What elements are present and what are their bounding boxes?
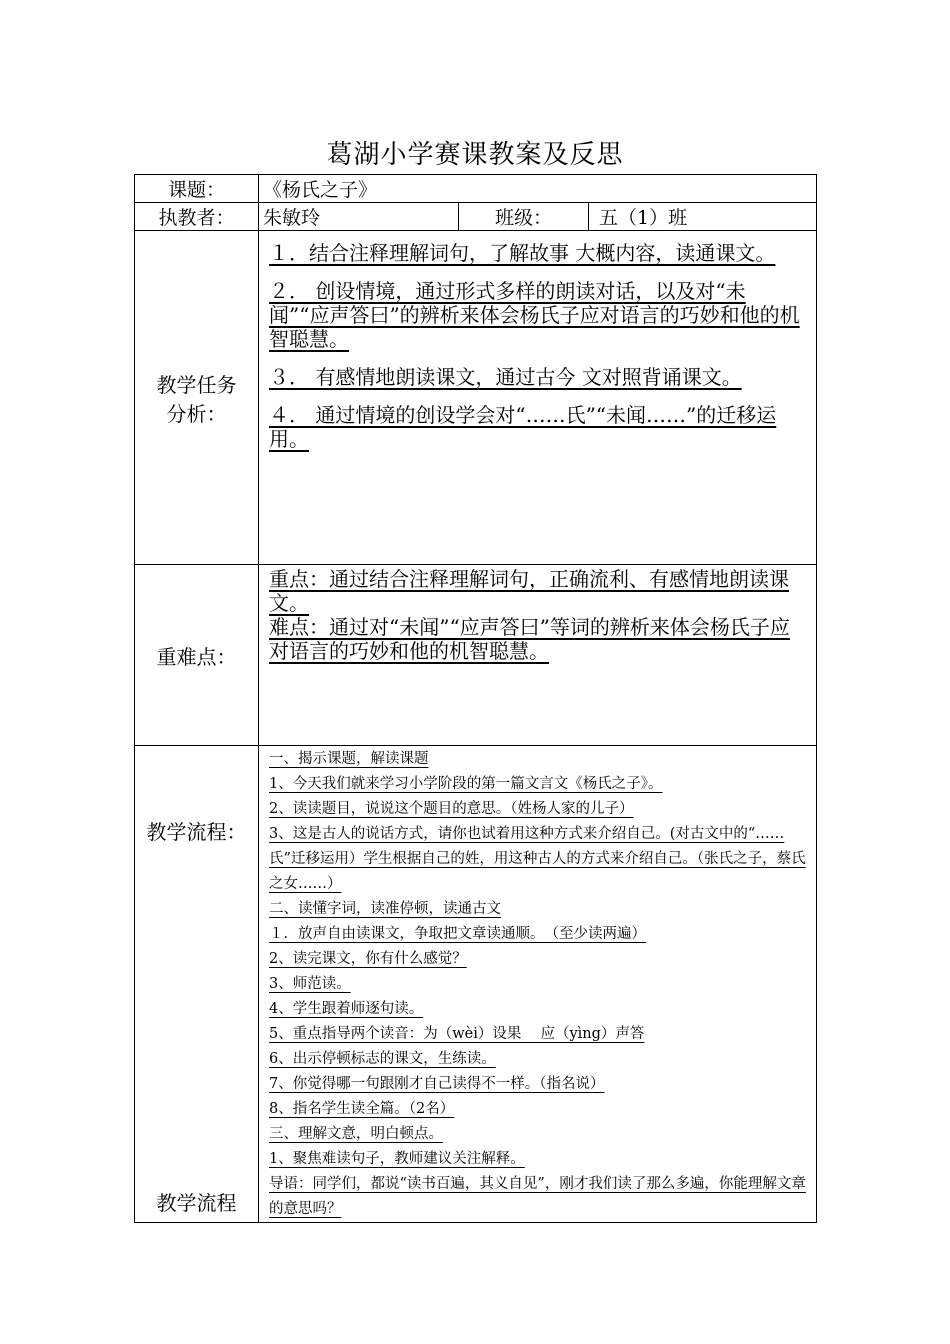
flow-item: 7、你觉得哪一句跟刚才自己读得不一样。（指名说） <box>269 1076 605 1092</box>
flow-label <box>135 746 259 1223</box>
flow-item: 4、学生跟着师逐句读。 <box>269 1001 424 1017</box>
keypoints-label: 重难点： <box>135 565 259 746</box>
keypoint-item: 重点：通过结合注释理解词句，正确流利、有感情地朗读课文。 <box>269 567 789 615</box>
teacher-row <box>135 203 817 231</box>
tasks-content <box>259 231 817 565</box>
flow-item: 1、聚焦难读句子，教师建议关注解释。 <box>269 1151 525 1167</box>
flow-item: 8、指名学生读全篇。（2名） <box>269 1101 455 1117</box>
task-item: ２． 创设情境，通过形式多样的朗读对话，以及对“未闻”“应声答曰”的辨析来体会杨氏子应对语言的巧妙和他的机智聪慧。 <box>269 279 800 351</box>
teacher-label: 执教者： <box>135 203 259 231</box>
flow-item: 一、揭示课题，解读课题 <box>269 751 429 767</box>
keypoints-content <box>259 565 817 746</box>
flow-item: 导语：同学们，都说“读书百遍，其义自见”，刚才我们读了那么多遍，你能理解文章的意思吗？ <box>269 1176 806 1217</box>
tasks-label <box>135 231 259 565</box>
flow-item: 6、出示停顿标志的课文，生练读。 <box>269 1051 496 1067</box>
topic-label: 课题： <box>135 175 259 203</box>
tasks-label-line2: 分析： <box>166 401 227 426</box>
class-value: 五（1）班 <box>589 203 817 231</box>
task-item: ４． 通过情境的创设学会对“……氏”“未闻……”的迁移运用。 <box>269 403 777 451</box>
tasks-label-line1: 教学任务 <box>156 372 237 397</box>
flow-item: 3、这是古人的说话方式，请你也试着用这种方式来介绍自己。(对古文中的“……氏”迁移运用）学生根据自己的姓，用这种古人的方式来介绍自己。（张氏之子，蔡氏之女……） <box>269 826 806 892</box>
task-item: ３． 有感情地朗读课文，通过古今 文对照背诵课文。 <box>269 365 742 389</box>
flow-content <box>259 746 817 1223</box>
flow-label-top: 教学流程： <box>146 820 247 844</box>
class-label: 班级： <box>459 203 589 231</box>
task-item: １．结合注释理解词句，了解故事 大概内容，读通课文。 <box>269 241 776 265</box>
tasks-row <box>135 231 817 565</box>
flow-item: 2、读完课文，你有什么感觉？ <box>269 951 467 967</box>
flow-label-bottom: 教学流程 <box>156 1191 237 1215</box>
teacher-value: 朱敏玲 <box>259 203 459 231</box>
topic-row <box>135 175 817 203</box>
keypoint-item: 难点：通过对“未闻”“应声答曰”等词的辨析来体会杨氏子应对语言的巧妙和他的机智聪慧。 <box>269 615 790 663</box>
flow-item: 二、读懂字词，读准停顿，读通古文 <box>269 901 501 917</box>
topic-value: 《杨氏之子》 <box>259 175 817 203</box>
flow-item: 3、师范读。 <box>269 976 351 992</box>
flow-item: 三、理解文意，明白顿点。 <box>269 1126 443 1142</box>
document-title: 葛湖小学赛课教案及反思 <box>326 140 624 170</box>
flow-item: 1、今天我们就来学习小学阶段的第一篇文言文《杨氏之子》。 <box>269 776 663 792</box>
flow-item: １．放声自由读课文，争取把文章读通顺。 （至少读两遍） <box>269 926 646 942</box>
flow-item: 5、重点指导两个读音：为（wèi）设果 应（yìng）声答 <box>269 1026 645 1042</box>
flow-row <box>135 746 817 1223</box>
keypoints-row <box>135 565 817 746</box>
flow-item: 2、读读题目，说说这个题目的意思。（姓杨人家的儿子） <box>269 801 634 817</box>
lesson-plan-table <box>134 174 817 1223</box>
